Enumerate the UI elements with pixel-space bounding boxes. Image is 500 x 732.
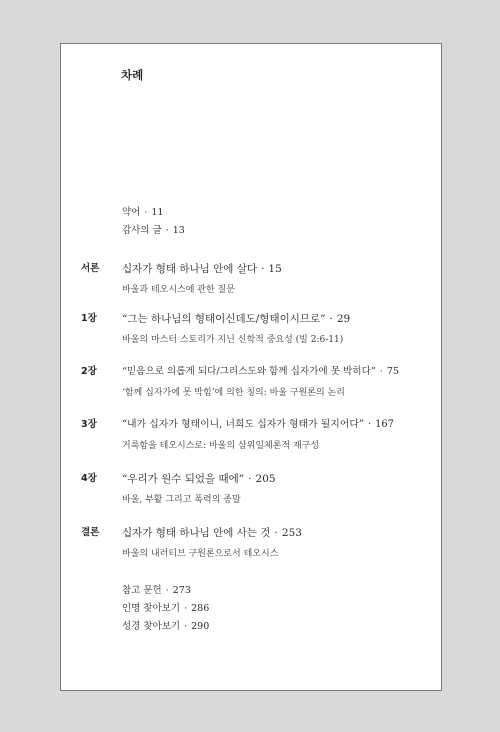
- chapter-title: 십자가 형태 하나님 안에 살다: [122, 263, 258, 275]
- separator-dot: ·: [184, 621, 188, 632]
- separator-dot: ·: [248, 473, 252, 485]
- chapter-label: 4장: [81, 473, 97, 484]
- chapter-title: “우리가 원수 되었을 때에”: [122, 473, 245, 485]
- chapter-label: 2장: [81, 366, 97, 377]
- chapter-label: 결론: [81, 527, 100, 538]
- chapter-subtitle: ‘함께 십자가에 못 박힘’에 의한 칭의: 바울 구원론의 논리: [122, 388, 345, 398]
- chapter-title-line: [122, 365, 399, 379]
- chapter-title-line: [122, 312, 350, 326]
- entry-title: 참고 문헌: [122, 585, 162, 596]
- entry-page: 13: [172, 225, 185, 236]
- chapter-page: 167: [375, 419, 394, 430]
- toc-entry-acknowledgements[interactable]: [122, 225, 185, 237]
- chapter-page: 75: [386, 366, 400, 377]
- chapter-title: “그는 하나님의 형태이신데도/형태이시므로”: [122, 313, 326, 325]
- separator-dot: ·: [329, 313, 333, 325]
- toc-heading: 차례: [121, 68, 144, 82]
- separator-dot: ·: [165, 225, 169, 236]
- chapter-label: 3장: [81, 419, 97, 430]
- chapter-subtitle: 바울의 마스터 스토리가 지닌 신학적 중요성 (빌 2:6-11): [122, 335, 344, 345]
- toc-entry-abbreviations[interactable]: [122, 207, 163, 219]
- separator-dot: ·: [144, 207, 148, 218]
- chapter-title: “내가 십자가 형태이니, 너희도 십자가 형태가 될지어다”: [122, 419, 364, 430]
- separator-dot: ·: [184, 603, 188, 614]
- chapter-subtitle: 거룩함을 테오시스로: 바울의 삼위일체론적 재구성: [122, 441, 320, 451]
- toc-page: [60, 43, 442, 691]
- entry-title: 약어: [122, 207, 141, 218]
- toc-entry-bibliography[interactable]: [122, 585, 191, 597]
- chapter-page: 15: [268, 263, 282, 275]
- separator-dot: ·: [367, 419, 372, 430]
- separator-dot: ·: [274, 527, 278, 539]
- entry-page: 290: [191, 621, 210, 632]
- chapter-title: 십자가 형태 하나님 안에 사는 것: [122, 527, 271, 539]
- separator-dot: ·: [165, 585, 169, 596]
- chapter-label: 서론: [81, 263, 100, 274]
- entry-title: 인명 찾아보기: [122, 603, 181, 614]
- chapter-title-line: [122, 262, 282, 276]
- chapter-label: 1장: [81, 313, 97, 324]
- entry-title: 감사의 글: [122, 225, 162, 236]
- chapter-page: 29: [336, 313, 351, 325]
- chapter-subtitle: 바울의 내러티브 구원론으로서 테오시스: [122, 549, 279, 559]
- entry-page: 11: [151, 207, 164, 218]
- toc-entry-scripture-index[interactable]: [122, 621, 209, 633]
- chapter-subtitle: 바울, 부활 그리고 폭력의 종말: [122, 495, 241, 505]
- chapter-page: 253: [281, 527, 302, 539]
- chapter-title: “믿음으로 의롭게 되다/그리스도와 함께 십자가에 못 박히다”: [122, 366, 376, 377]
- toc-entry-name-index[interactable]: [122, 603, 209, 615]
- separator-dot: ·: [379, 366, 383, 377]
- entry-page: 273: [172, 585, 191, 596]
- separator-dot: ·: [261, 263, 265, 275]
- chapter-title-line: [122, 472, 276, 486]
- chapter-subtitle: 바울과 테오시스에 관한 질문: [122, 285, 235, 295]
- entry-page: 286: [191, 603, 210, 614]
- entry-title: 성경 찾아보기: [122, 621, 181, 632]
- chapter-title-line: [122, 418, 394, 432]
- chapter-page: 205: [255, 473, 276, 485]
- chapter-title-line: [122, 526, 302, 540]
